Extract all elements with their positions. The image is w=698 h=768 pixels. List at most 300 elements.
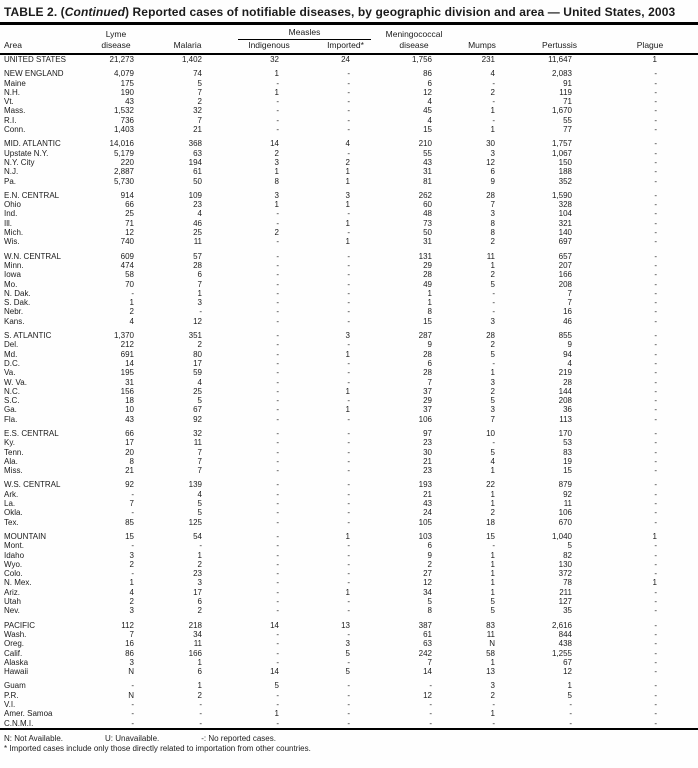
value-cell: - — [276, 78, 279, 88]
value-cell: 1 — [129, 298, 134, 308]
area-row — [0, 106, 698, 115]
value-cell: 11 — [193, 438, 202, 448]
value-cell: 21 — [423, 489, 432, 499]
value-cell: - — [276, 377, 279, 387]
area-row — [0, 387, 698, 396]
col-malaria: Malaria — [147, 40, 228, 54]
footnotes — [0, 730, 698, 754]
value-cell: - — [276, 237, 279, 247]
value-cell: 58 — [125, 270, 134, 280]
value-cell: - — [654, 288, 657, 298]
value-cell: 83 — [486, 620, 495, 630]
value-cell: 31 — [423, 237, 432, 247]
value-cell: - — [347, 569, 350, 579]
value-cell: - — [654, 125, 657, 135]
value-cell: 2 — [274, 148, 279, 158]
value-cell: 2 — [345, 157, 350, 167]
col-mumps: Mumps — [447, 40, 517, 54]
value-cell: 1 — [652, 55, 657, 64]
value-cell: 4 — [427, 97, 432, 107]
value-cell: 212 — [120, 340, 134, 350]
value-cell: 14,016 — [109, 139, 134, 149]
value-cell: 211 — [559, 587, 572, 597]
value-cell: 5 — [490, 606, 495, 616]
area-row — [0, 228, 698, 237]
value-cell: 1 — [490, 368, 495, 378]
area-label: S. Dak. — [4, 298, 31, 308]
area-label: N.H. — [4, 87, 20, 97]
area-label: Wis. — [4, 237, 20, 247]
area-label: N.C. — [4, 386, 20, 396]
value-cell: 8 — [129, 456, 134, 466]
value-cell: 9 — [427, 550, 432, 560]
value-cell: - — [654, 377, 657, 387]
value-cell: 29 — [423, 260, 432, 270]
value-cell: 6 — [197, 667, 202, 677]
value-cell: 609 — [120, 251, 134, 261]
value-cell: - — [276, 489, 279, 499]
value-cell: 2,616 — [551, 620, 572, 630]
value-cell: 85 — [125, 517, 134, 527]
value-cell: - — [347, 690, 350, 700]
value-cell: 1 — [490, 657, 495, 667]
value-cell: 5,179 — [113, 148, 134, 158]
value-cell: 438 — [558, 639, 572, 649]
value-cell: 49 — [423, 279, 432, 289]
value-cell: 45 — [423, 106, 432, 116]
value-cell: - — [492, 298, 495, 308]
value-cell: 194 — [188, 157, 202, 167]
value-cell: - — [654, 606, 657, 616]
value-cell: - — [347, 447, 350, 457]
value-cell: - — [276, 307, 279, 317]
value-cell: - — [276, 270, 279, 280]
value-cell: 15 — [563, 466, 572, 476]
value-cell: 691 — [120, 349, 134, 359]
value-cell: - — [654, 237, 657, 247]
value-cell: 66 — [125, 428, 134, 438]
division-row — [0, 621, 698, 630]
value-cell: 5 — [197, 396, 202, 406]
value-cell: 2 — [129, 307, 134, 317]
value-cell: 14 — [270, 139, 279, 149]
value-cell: 8 — [490, 218, 495, 228]
value-cell: - — [347, 550, 350, 560]
value-cell: - — [131, 569, 134, 579]
area-label: W. Va. — [4, 377, 27, 387]
value-cell: - — [654, 428, 657, 438]
area-row — [0, 457, 698, 466]
area-label: Ohio — [4, 200, 21, 210]
area-row — [0, 177, 698, 186]
area-label: Utah — [4, 597, 21, 607]
value-cell: 7 — [490, 200, 495, 210]
value-cell: 12 — [193, 316, 202, 326]
value-cell: 21 — [125, 466, 134, 476]
footnote-imported: * Imported cases include only those directly related to importation from other countries. — [4, 743, 311, 753]
value-cell: - — [276, 279, 279, 289]
value-cell: 1 — [345, 405, 350, 415]
value-cell: 13 — [486, 667, 495, 677]
title-prefix: TABLE 2. ( — [4, 5, 65, 19]
value-cell: 6 — [490, 167, 495, 177]
value-cell: 4 — [197, 377, 202, 387]
col-meningococcal-line1: Meningococcal — [385, 29, 443, 39]
value-cell: - — [654, 466, 657, 476]
value-cell: 21 — [193, 125, 202, 135]
area-row — [0, 597, 698, 606]
value-cell: 2 — [490, 386, 495, 396]
area-row — [0, 307, 698, 316]
value-cell: - — [276, 550, 279, 560]
value-cell: 3 — [345, 190, 350, 200]
value-cell: - — [654, 358, 657, 368]
area-row — [0, 219, 698, 228]
value-cell: 9 — [427, 340, 432, 350]
value-cell: - — [654, 176, 657, 186]
value-cell: 2 — [197, 690, 202, 700]
value-cell: - — [276, 386, 279, 396]
value-cell: 46 — [193, 218, 202, 228]
value-cell: 4 — [129, 587, 134, 597]
value-cell: 106 — [558, 508, 572, 518]
value-cell: - — [276, 597, 279, 607]
value-cell: - — [654, 157, 657, 167]
value-cell: 2 — [490, 340, 495, 350]
value-cell: 74 — [193, 69, 202, 79]
value-cell: 23 — [193, 200, 202, 210]
header-row-2 — [0, 40, 698, 54]
value-cell: 63 — [193, 148, 202, 158]
value-cell: - — [276, 639, 279, 649]
value-cell: - — [654, 106, 657, 116]
value-cell: - — [276, 508, 279, 518]
value-cell: 1 — [490, 709, 495, 719]
value-cell: 1 — [490, 550, 495, 560]
value-cell: 1 — [274, 167, 279, 177]
value-cell: 4,079 — [113, 69, 134, 79]
value-cell: 14 — [125, 358, 134, 368]
area-label: MOUNTAIN — [4, 531, 47, 541]
value-cell: 1,532 — [113, 106, 134, 116]
value-cell: - — [347, 718, 350, 728]
area-label: Ala. — [4, 456, 18, 466]
value-cell: - — [276, 480, 279, 490]
value-cell: - — [347, 456, 350, 466]
value-cell: 21 — [423, 456, 432, 466]
area-row — [0, 560, 698, 569]
value-cell: 2 — [197, 340, 202, 350]
value-cell: 140 — [558, 228, 572, 238]
value-cell: - — [276, 657, 279, 667]
area-row — [0, 209, 698, 218]
value-cell: 7 — [197, 466, 202, 476]
value-cell: 15 — [423, 125, 432, 135]
value-cell: 83 — [563, 447, 572, 457]
value-cell: 914 — [120, 190, 134, 200]
header-spacer-malaria — [147, 25, 228, 40]
division-row — [0, 139, 698, 148]
value-cell: - — [347, 517, 350, 527]
value-cell: - — [347, 578, 350, 588]
value-cell: - — [276, 466, 279, 476]
value-cell: 7 — [427, 657, 432, 667]
value-cell: 262 — [418, 190, 432, 200]
value-cell: N — [128, 667, 134, 677]
value-cell: 1,255 — [551, 648, 572, 658]
value-cell: - — [347, 358, 350, 368]
area-label: UNITED STATES — [4, 55, 66, 64]
value-cell: 9 — [490, 176, 495, 186]
table-body — [0, 54, 698, 729]
value-cell: - — [276, 541, 279, 551]
value-cell: - — [429, 700, 432, 709]
area-label: C.N.M.I. — [4, 718, 34, 728]
area-label: PACIFIC — [4, 620, 35, 630]
value-cell: 2 — [490, 508, 495, 518]
col-lyme-line1: Lyme — [105, 29, 127, 39]
value-cell: 3 — [490, 148, 495, 158]
value-cell: 5 — [345, 648, 350, 658]
area-row — [0, 569, 698, 578]
area-row — [0, 466, 698, 475]
value-cell: - — [654, 228, 657, 238]
area-row — [0, 658, 698, 667]
value-cell: - — [276, 531, 279, 541]
value-cell: 5 — [197, 78, 202, 88]
value-cell: - — [654, 386, 657, 396]
value-cell: 7 — [197, 87, 202, 97]
footnote-dash: -: No reported cases. — [201, 733, 276, 743]
value-cell: - — [654, 508, 657, 518]
value-cell: 31 — [125, 377, 134, 387]
value-cell: - — [654, 396, 657, 406]
title-continued: Continued — [64, 5, 126, 19]
value-cell: 166 — [558, 270, 572, 280]
value-cell: 5 — [567, 690, 572, 700]
value-cell: 5 — [490, 279, 495, 289]
value-cell: - — [199, 700, 202, 709]
value-cell: - — [347, 279, 350, 289]
value-cell: 166 — [188, 648, 202, 658]
value-cell: 2 — [490, 237, 495, 247]
value-cell: 32 — [193, 106, 202, 116]
value-cell: - — [347, 228, 350, 238]
value-cell: 657 — [558, 251, 572, 261]
value-cell: - — [347, 270, 350, 280]
value-cell: 2,083 — [551, 69, 572, 79]
value-cell: - — [492, 115, 495, 125]
value-cell: 61 — [423, 629, 432, 639]
value-cell: 30 — [486, 139, 495, 149]
area-label: Kans. — [4, 316, 25, 326]
value-cell: 2 — [490, 690, 495, 700]
value-cell: 67 — [193, 405, 202, 415]
value-cell: 28 — [423, 270, 432, 280]
value-cell: - — [492, 541, 495, 551]
value-cell: 3 — [490, 316, 495, 326]
value-cell: - — [276, 690, 279, 700]
value-cell: - — [492, 358, 495, 368]
value-cell: - — [654, 190, 657, 200]
area-label: Oreg. — [4, 639, 25, 649]
value-cell: 28 — [486, 331, 495, 341]
value-cell: 50 — [193, 176, 202, 186]
value-cell: 58 — [486, 648, 495, 658]
value-cell: 78 — [563, 578, 572, 588]
value-cell: 5 — [197, 508, 202, 518]
value-cell: N — [128, 690, 134, 700]
value-cell: 5 — [345, 667, 350, 677]
area-row — [0, 508, 698, 517]
footnote-u: U: Unavailable. — [105, 733, 160, 743]
col-pertussis: Pertussis — [517, 40, 602, 54]
value-cell: - — [654, 260, 657, 270]
area-label: N. Dak. — [4, 288, 31, 298]
area-row — [0, 359, 698, 368]
value-cell: 139 — [188, 480, 202, 490]
area-row — [0, 116, 698, 125]
value-cell: 106 — [418, 414, 432, 424]
value-cell: - — [654, 69, 657, 79]
value-cell: 31 — [423, 167, 432, 177]
value-cell: 61 — [193, 167, 202, 177]
value-cell: 208 — [558, 396, 572, 406]
value-cell: - — [276, 288, 279, 298]
value-cell: - — [276, 97, 279, 107]
area-label: Maine — [4, 78, 26, 88]
header-spacer-plague — [602, 25, 698, 40]
area-label: V.I. — [4, 700, 16, 709]
value-cell: - — [654, 78, 657, 88]
area-row — [0, 200, 698, 209]
title-suffix: ) Reported cases of notifiable diseases, by geographic division and area — United States, 2003 — [125, 5, 676, 19]
area-row — [0, 97, 698, 106]
value-cell: - — [654, 218, 657, 228]
value-cell: - — [276, 438, 279, 448]
value-cell: 11 — [563, 499, 572, 509]
area-row — [0, 289, 698, 298]
value-cell: - — [276, 499, 279, 509]
value-cell: 109 — [188, 190, 202, 200]
value-cell: - — [131, 508, 134, 518]
area-row — [0, 639, 698, 648]
value-cell: 6 — [427, 541, 432, 551]
area-row — [0, 499, 698, 508]
value-cell: 32 — [270, 55, 279, 64]
area-row — [0, 649, 698, 658]
value-cell: 15 — [486, 531, 495, 541]
value-cell: 82 — [563, 550, 572, 560]
value-cell: 5 — [427, 597, 432, 607]
header-spacer-area — [0, 25, 85, 40]
area-label: Pa. — [4, 176, 17, 186]
value-cell: 242 — [418, 648, 432, 658]
value-cell: 54 — [193, 531, 202, 541]
value-cell: 131 — [418, 251, 432, 261]
value-cell: 175 — [120, 78, 134, 88]
value-cell: 125 — [188, 517, 202, 527]
value-cell: 1 — [490, 587, 495, 597]
value-cell: 34 — [423, 587, 432, 597]
area-label: Okla. — [4, 508, 23, 518]
value-cell: - — [347, 260, 350, 270]
area-label: Minn. — [4, 260, 24, 270]
value-cell: 18 — [486, 517, 495, 527]
value-cell: - — [276, 587, 279, 597]
value-cell: - — [492, 307, 495, 317]
value-cell: - — [276, 358, 279, 368]
area-row — [0, 541, 698, 550]
area-row — [0, 415, 698, 424]
value-cell: 1 — [652, 531, 657, 541]
value-cell: 28 — [423, 368, 432, 378]
value-cell: 9 — [567, 340, 572, 350]
value-cell: - — [429, 718, 432, 728]
value-cell: 4 — [197, 209, 202, 219]
value-cell: - — [492, 700, 495, 709]
value-cell: 156 — [120, 386, 134, 396]
value-cell: - — [569, 718, 572, 728]
area-label: Ark. — [4, 489, 19, 499]
notifiable-diseases-table — [0, 25, 698, 730]
value-cell: 86 — [125, 648, 134, 658]
value-cell: 1 — [197, 288, 202, 298]
value-cell: - — [347, 307, 350, 317]
value-cell: 71 — [563, 97, 572, 107]
value-cell: 127 — [558, 597, 572, 607]
area-row — [0, 578, 698, 587]
value-cell: - — [276, 106, 279, 116]
area-label: Idaho — [4, 550, 25, 560]
value-cell: - — [569, 709, 572, 719]
value-cell: 119 — [559, 87, 572, 97]
value-cell: 220 — [120, 157, 134, 167]
value-cell: 1 — [345, 176, 350, 186]
value-cell: 17 — [193, 587, 202, 597]
value-cell: - — [131, 709, 134, 719]
value-cell: 86 — [423, 69, 432, 79]
value-cell: - — [654, 438, 657, 448]
value-cell: - — [347, 629, 350, 639]
area-label: E.S. CENTRAL — [4, 428, 59, 438]
value-cell: - — [276, 414, 279, 424]
value-cell: - — [347, 78, 350, 88]
value-cell: 3 — [129, 657, 134, 667]
value-cell: 7 — [197, 115, 202, 125]
value-cell: 1 — [490, 499, 495, 509]
value-cell: 25 — [193, 228, 202, 238]
value-cell: 2 — [197, 606, 202, 616]
value-cell: 1,067 — [551, 148, 572, 158]
area-label: La. — [4, 499, 16, 509]
value-cell: 24 — [423, 508, 432, 518]
value-cell: 3 — [129, 606, 134, 616]
value-cell: 1 — [490, 569, 495, 579]
value-cell: - — [347, 414, 350, 424]
value-cell: 3 — [490, 405, 495, 415]
value-cell: - — [347, 489, 350, 499]
value-cell: - — [131, 489, 134, 499]
value-cell: - — [654, 139, 657, 149]
value-cell: 63 — [423, 639, 432, 649]
value-cell: 1 — [427, 288, 432, 298]
value-cell: 7 — [490, 414, 495, 424]
col-measles-imported: Imported* — [310, 40, 381, 54]
division-row — [0, 54, 698, 64]
value-cell: - — [654, 480, 657, 490]
value-cell: - — [654, 489, 657, 499]
